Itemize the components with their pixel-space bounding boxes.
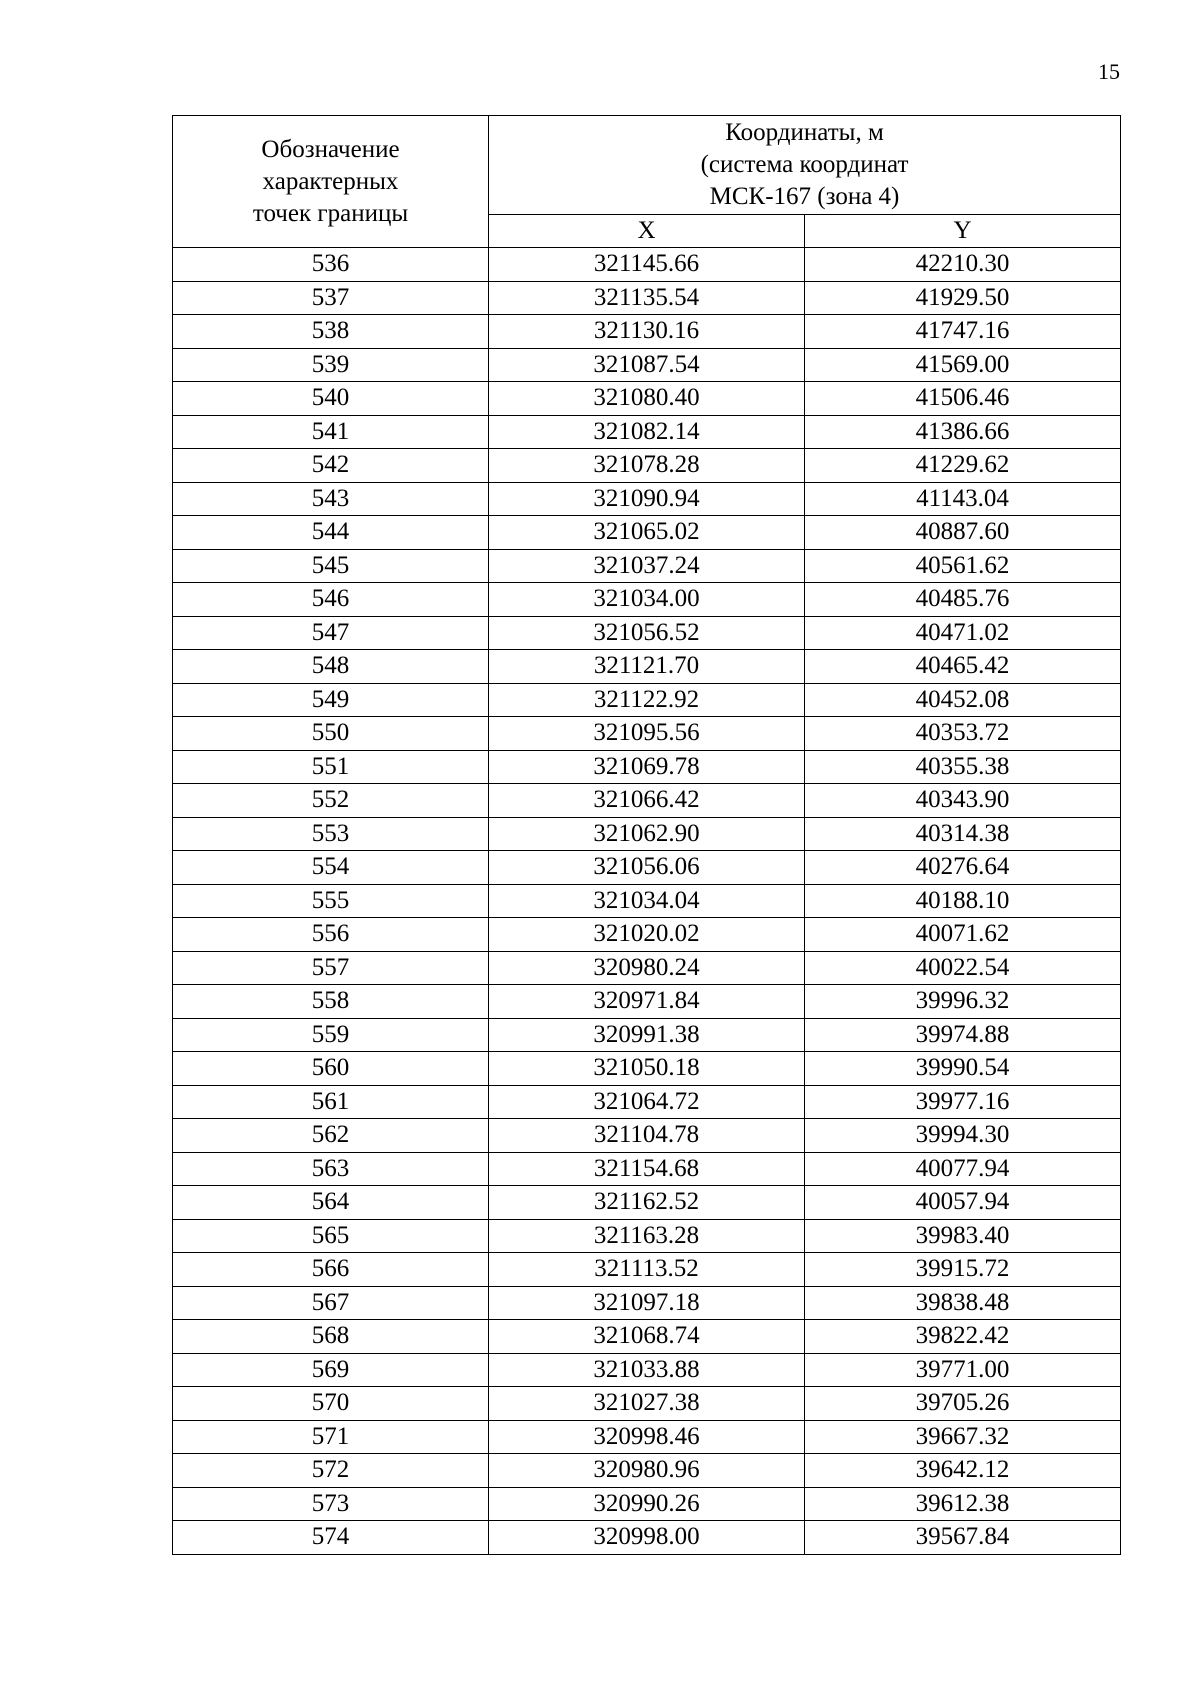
x-coordinate-cell: 321068.74 [489, 1320, 805, 1354]
x-coordinate-cell: 320998.00 [489, 1521, 805, 1555]
y-coordinate-cell: 39838.48 [805, 1286, 1121, 1320]
table-row [173, 683, 1121, 717]
point-id-cell: 558 [173, 985, 489, 1019]
table-row [173, 650, 1121, 684]
point-id-cell: 554 [173, 851, 489, 885]
x-coordinate-cell: 321135.54 [489, 281, 805, 315]
x-coordinate-cell: 321121.70 [489, 650, 805, 684]
point-id-cell: 566 [173, 1253, 489, 1287]
x-coordinate-cell: 321104.78 [489, 1119, 805, 1153]
table-row [173, 1454, 1121, 1488]
y-coordinate-cell: 39612.38 [805, 1487, 1121, 1521]
x-coordinate-cell: 320990.26 [489, 1487, 805, 1521]
x-coordinate-cell: 321033.88 [489, 1353, 805, 1387]
table-row [173, 1085, 1121, 1119]
x-coordinate-cell: 321078.28 [489, 449, 805, 483]
table-row [173, 985, 1121, 1019]
x-coordinate-cell: 321027.38 [489, 1387, 805, 1421]
point-id-cell: 548 [173, 650, 489, 684]
x-coordinate-cell: 321065.02 [489, 516, 805, 550]
point-id-cell: 536 [173, 248, 489, 282]
table-row [173, 784, 1121, 818]
x-coordinate-cell: 320980.24 [489, 951, 805, 985]
x-coordinate-cell: 320998.46 [489, 1420, 805, 1454]
x-coordinate-cell: 321154.68 [489, 1152, 805, 1186]
y-coordinate-cell: 40077.94 [805, 1152, 1121, 1186]
x-coordinate-cell: 321163.28 [489, 1219, 805, 1253]
y-coordinate-cell: 40465.42 [805, 650, 1121, 684]
point-id-cell: 561 [173, 1085, 489, 1119]
table-row [173, 1119, 1121, 1153]
point-id-cell: 543 [173, 482, 489, 516]
y-coordinate-cell: 40276.64 [805, 851, 1121, 885]
point-id-cell: 539 [173, 348, 489, 382]
table-row [173, 951, 1121, 985]
point-id-cell: 547 [173, 616, 489, 650]
y-coordinate-cell: 39771.00 [805, 1353, 1121, 1387]
y-coordinate-cell: 41929.50 [805, 281, 1121, 315]
table-row [173, 449, 1121, 483]
y-coordinate-cell: 41506.46 [805, 382, 1121, 416]
y-coordinate-cell: 41747.16 [805, 315, 1121, 349]
x-coordinate-cell: 321082.14 [489, 415, 805, 449]
point-id-cell: 555 [173, 884, 489, 918]
point-id-cell: 542 [173, 449, 489, 483]
y-coordinate-cell: 41386.66 [805, 415, 1121, 449]
y-coordinate-cell: 39915.72 [805, 1253, 1121, 1287]
y-coordinate-cell: 40057.94 [805, 1186, 1121, 1220]
table-row [173, 415, 1121, 449]
table-row [173, 918, 1121, 952]
point-id-cell: 553 [173, 817, 489, 851]
y-coordinate-cell: 40353.72 [805, 717, 1121, 751]
point-id-cell: 567 [173, 1286, 489, 1320]
point-id-cell: 556 [173, 918, 489, 952]
y-coordinate-cell: 39977.16 [805, 1085, 1121, 1119]
y-coordinate-cell: 40071.62 [805, 918, 1121, 952]
x-coordinate-cell: 321062.90 [489, 817, 805, 851]
x-coordinate-cell: 321087.54 [489, 348, 805, 382]
point-id-cell: 546 [173, 583, 489, 617]
header-coordinates-line: МСК-167 (зона 4) [709, 183, 900, 210]
table-row [173, 1487, 1121, 1521]
y-coordinate-cell: 39667.32 [805, 1420, 1121, 1454]
y-coordinate-cell: 40452.08 [805, 683, 1121, 717]
table-row [173, 1186, 1121, 1220]
table-row [173, 1152, 1121, 1186]
point-id-cell: 568 [173, 1320, 489, 1354]
y-coordinate-cell: 40022.54 [805, 951, 1121, 985]
table-row [173, 1253, 1121, 1287]
y-coordinate-cell: 40485.76 [805, 583, 1121, 617]
table-header [173, 116, 1121, 248]
x-coordinate-cell: 321122.92 [489, 683, 805, 717]
y-coordinate-cell: 39974.88 [805, 1018, 1121, 1052]
x-coordinate-cell: 321034.04 [489, 884, 805, 918]
x-coordinate-cell: 321056.06 [489, 851, 805, 885]
y-coordinate-cell: 39990.54 [805, 1052, 1121, 1086]
x-coordinate-cell: 321090.94 [489, 482, 805, 516]
x-coordinate-cell: 321034.00 [489, 583, 805, 617]
table-row [173, 1420, 1121, 1454]
table-row [173, 817, 1121, 851]
coordinates-table [172, 115, 1121, 1555]
point-id-cell: 540 [173, 382, 489, 416]
table-row [173, 516, 1121, 550]
x-coordinate-cell: 321020.02 [489, 918, 805, 952]
table-body [173, 248, 1121, 1555]
x-coordinate-cell: 321162.52 [489, 1186, 805, 1220]
x-coordinate-cell: 321037.24 [489, 549, 805, 583]
header-coordinates-line: (система координат [700, 151, 909, 178]
page-number: 15 [1098, 59, 1120, 84]
x-coordinate-cell: 321145.66 [489, 248, 805, 282]
point-id-cell: 551 [173, 750, 489, 784]
y-coordinate-cell: 40188.10 [805, 884, 1121, 918]
table-row [173, 382, 1121, 416]
point-id-cell: 574 [173, 1521, 489, 1555]
table-row [173, 851, 1121, 885]
point-id-cell: 565 [173, 1219, 489, 1253]
x-coordinate-cell: 321113.52 [489, 1253, 805, 1287]
table-row [173, 1286, 1121, 1320]
point-id-cell: 563 [173, 1152, 489, 1186]
header-point-name-line: Обозначение [261, 135, 400, 163]
point-id-cell: 557 [173, 951, 489, 985]
y-coordinate-cell: 40887.60 [805, 516, 1121, 550]
y-coordinate-cell: 41569.00 [805, 348, 1121, 382]
y-coordinate-cell: 39567.84 [805, 1521, 1121, 1555]
x-coordinate-cell: 321097.18 [489, 1286, 805, 1320]
x-coordinate-cell: 320991.38 [489, 1018, 805, 1052]
y-coordinate-cell: 40471.02 [805, 616, 1121, 650]
table-row [173, 1320, 1121, 1354]
point-id-cell: 570 [173, 1387, 489, 1421]
table-row [173, 1219, 1121, 1253]
table-row [173, 717, 1121, 751]
y-coordinate-cell: 39983.40 [805, 1219, 1121, 1253]
point-id-cell: 560 [173, 1052, 489, 1086]
header-coordinates-line: Координаты, м [725, 119, 884, 146]
y-coordinate-cell: 39822.42 [805, 1320, 1121, 1354]
y-coordinate-cell: 40561.62 [805, 549, 1121, 583]
point-id-cell: 541 [173, 415, 489, 449]
y-coordinate-cell: 39642.12 [805, 1454, 1121, 1488]
point-id-cell: 572 [173, 1454, 489, 1488]
header-point-name-line: характерных [262, 167, 399, 195]
table-row [173, 616, 1121, 650]
y-coordinate-cell: 41143.04 [805, 482, 1121, 516]
table-row [173, 315, 1121, 349]
x-coordinate-cell: 321130.16 [489, 315, 805, 349]
header-point-name-line: точек границы [252, 199, 409, 227]
table-row [173, 884, 1121, 918]
x-coordinate-cell: 321080.40 [489, 382, 805, 416]
y-coordinate-cell: 40314.38 [805, 817, 1121, 851]
y-coordinate-cell: 41229.62 [805, 449, 1121, 483]
table-row [173, 549, 1121, 583]
x-coordinate-cell: 321050.18 [489, 1052, 805, 1086]
x-coordinate-cell: 321064.72 [489, 1085, 805, 1119]
table-row [173, 1052, 1121, 1086]
x-coordinate-cell: 321095.56 [489, 717, 805, 751]
x-coordinate-cell: 321066.42 [489, 784, 805, 818]
point-id-cell: 537 [173, 281, 489, 315]
table-row [173, 1353, 1121, 1387]
header-coordinates [489, 116, 1121, 215]
table-row [173, 348, 1121, 382]
point-id-cell: 552 [173, 784, 489, 818]
y-coordinate-cell: 40343.90 [805, 784, 1121, 818]
point-id-cell: 564 [173, 1186, 489, 1220]
header-y: Y [805, 215, 1121, 248]
table-row [173, 281, 1121, 315]
point-id-cell: 550 [173, 717, 489, 751]
table-row [173, 482, 1121, 516]
header-point-name [173, 116, 489, 248]
y-coordinate-cell: 42210.30 [805, 248, 1121, 282]
table-row [173, 1521, 1121, 1555]
table-row [173, 1387, 1121, 1421]
table-row [173, 583, 1121, 617]
table-row [173, 248, 1121, 282]
x-coordinate-cell: 320980.96 [489, 1454, 805, 1488]
point-id-cell: 538 [173, 315, 489, 349]
table-row [173, 750, 1121, 784]
point-id-cell: 549 [173, 683, 489, 717]
point-id-cell: 559 [173, 1018, 489, 1052]
point-id-cell: 571 [173, 1420, 489, 1454]
point-id-cell: 544 [173, 516, 489, 550]
point-id-cell: 545 [173, 549, 489, 583]
x-coordinate-cell: 321056.52 [489, 616, 805, 650]
y-coordinate-cell: 39996.32 [805, 985, 1121, 1019]
y-coordinate-cell: 39705.26 [805, 1387, 1121, 1421]
point-id-cell: 573 [173, 1487, 489, 1521]
y-coordinate-cell: 39994.30 [805, 1119, 1121, 1153]
y-coordinate-cell: 40355.38 [805, 750, 1121, 784]
table-row [173, 1018, 1121, 1052]
point-id-cell: 569 [173, 1353, 489, 1387]
x-coordinate-cell: 321069.78 [489, 750, 805, 784]
point-id-cell: 562 [173, 1119, 489, 1153]
header-x: X [489, 215, 805, 248]
x-coordinate-cell: 320971.84 [489, 985, 805, 1019]
